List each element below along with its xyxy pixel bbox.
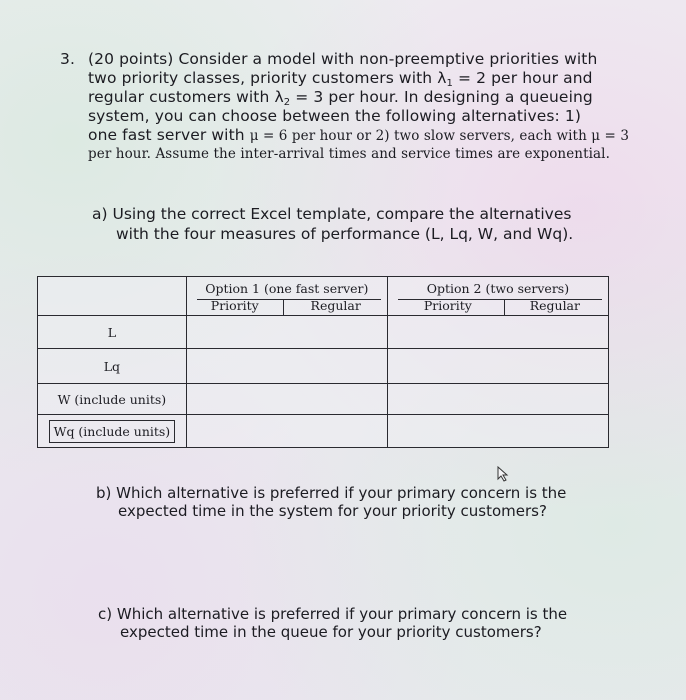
part-a-line-1: a) Using the correct Excel template, compare the alternatives <box>92 205 572 223</box>
table-header-row <box>38 277 609 316</box>
lambda2-symbol: λ <box>274 88 284 106</box>
question-line-3: regular customers with $\lambda_2 = 3$ per hour. In designing a queueing <box>88 88 593 108</box>
table-row <box>38 349 609 384</box>
option-1-header <box>186 277 387 316</box>
option-1-regular: Regular <box>310 298 361 313</box>
part-a <box>92 204 573 244</box>
part-c <box>98 605 567 641</box>
option-1-split <box>283 299 284 315</box>
option-1-lq-cell[interactable] <box>186 349 387 384</box>
question-line-6: per hour. Assume the inter-arrival times and service times are exponential. <box>88 146 610 162</box>
option-2-title: Option 2 (two servers) <box>426 281 570 296</box>
option-1-wq-cell[interactable] <box>186 415 387 448</box>
part-b-line-1: b) Which alternative is preferred if your primary concern is the <box>96 484 567 502</box>
mu-values: μ = 6 per hour or 2) two slow servers, each with μ = 3 <box>249 128 630 144</box>
option-1-priority: Priority <box>210 298 259 313</box>
lambda1-symbol: λ <box>437 69 447 87</box>
row-label-l: L <box>38 316 187 349</box>
question-line-5: one fast server with μ = 6 per hour or 2) two slow servers, each with μ = 3 <box>88 126 630 144</box>
table-row <box>38 415 609 448</box>
option-2-priority: Priority <box>423 298 472 313</box>
part-c-line-2: expected time in the queue for your priority customers? <box>120 623 542 641</box>
part-b-line-2: expected time in the system for your priority customers? <box>118 502 547 520</box>
option-1-w-cell[interactable] <box>186 384 387 415</box>
option-2-regular: Regular <box>529 298 580 313</box>
header-empty-cell <box>38 277 187 316</box>
option-2-wq-cell[interactable] <box>387 415 608 448</box>
question-line-1: (20 points) Consider a model with non-preemptive priorities with <box>88 50 598 68</box>
part-b <box>96 484 566 520</box>
option-1-title: Option 1 (one fast server) <box>205 281 369 296</box>
part-c-line-1: c) Which alternative is preferred if your primary concern is the <box>98 605 568 623</box>
question-line-4: system, you can choose between the following alternatives: 1) <box>88 107 582 125</box>
option-2-l-cell[interactable] <box>387 316 608 349</box>
part-a-line-2: with the four measures of performance (L, Lq, W, and Wq). <box>116 225 574 243</box>
performance-table <box>37 276 609 448</box>
row-label-lq: Lq <box>38 349 187 384</box>
table-row <box>38 384 609 415</box>
question-line-2: two priority classes, priority customers with $\lambda_1 = 2$ per hour and <box>88 69 593 89</box>
option-2-split <box>504 299 505 315</box>
row-label-wq: Wq (include units) <box>38 415 187 448</box>
option-2-lq-cell[interactable] <box>387 349 608 384</box>
option-1-l-cell[interactable] <box>186 316 387 349</box>
mouse-cursor-icon <box>496 466 510 482</box>
row-label-w: W (include units) <box>38 384 187 415</box>
option-2-header <box>387 277 608 316</box>
table-row <box>38 316 609 349</box>
question-number: 3. <box>60 50 75 68</box>
option-2-w-cell[interactable] <box>387 384 608 415</box>
